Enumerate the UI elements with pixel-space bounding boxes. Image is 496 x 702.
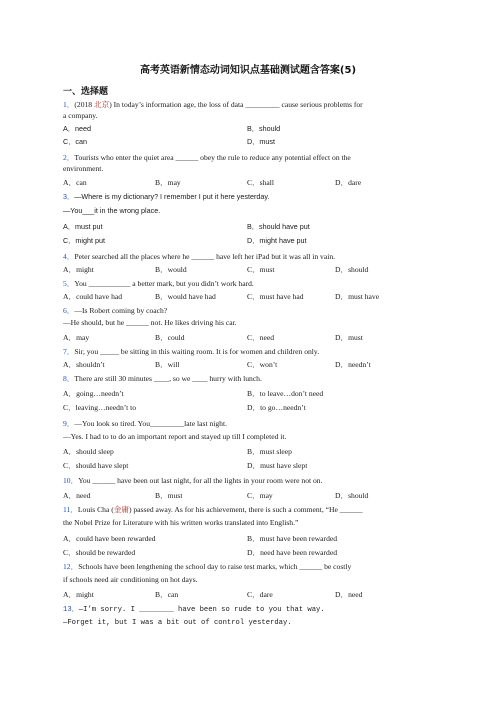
option-a[interactable]: A．must put (63, 222, 103, 231)
option-d[interactable]: D．to go…needn’t (247, 403, 306, 412)
option-d[interactable]: D．must have slept (247, 461, 308, 470)
option-a[interactable]: A．need (63, 491, 91, 500)
option-a[interactable]: A．might (63, 590, 94, 599)
option-d[interactable]: D．must (247, 137, 275, 146)
option-c[interactable]: C．must have had (247, 292, 304, 301)
option-d[interactable]: D．needn’t (335, 360, 371, 369)
option-a[interactable]: A．need (63, 124, 91, 133)
option-c[interactable]: C．won’t (247, 360, 278, 369)
option-c[interactable]: C．should be rewarded (63, 548, 136, 557)
question-8: 8．There are still 30 minutes ____, so we ____ hurry with lunch. (63, 374, 262, 383)
option-d[interactable]: D．should (335, 265, 369, 274)
question-continuation: a company. (63, 111, 98, 120)
option-b[interactable]: B．may (155, 178, 181, 187)
question-9: 9．—You look so tired. You_________late last night. (63, 419, 227, 428)
option-b[interactable]: B．would (155, 265, 187, 274)
option-a[interactable]: A．may (63, 333, 90, 342)
option-b[interactable]: B．must (155, 491, 183, 500)
option-c[interactable]: C．shall (247, 178, 275, 187)
option-c[interactable]: C．must (247, 265, 275, 274)
question-continuation: if schools need air conditioning on hot days. (63, 575, 198, 584)
option-b[interactable]: B．will (155, 360, 180, 369)
question-dialog-line: —He should, but he ______ not. He likes driving his car. (63, 318, 237, 327)
option-a[interactable]: A．could have had (63, 292, 123, 301)
option-b[interactable]: B．could (155, 333, 185, 342)
option-d[interactable]: D．must have (335, 292, 380, 301)
page-title: 高考英语新情态动词知识点基础测试题含答案(5) (139, 65, 357, 76)
question-2: 2．Tourists who enter the quiet area ______ obey the rule to reduce any potential effect on the (63, 153, 351, 162)
question-12: 12．Schools have been lengthening the school day to raise test marks, which ______ be costly (63, 562, 352, 571)
option-c[interactable]: C．might put (63, 236, 105, 245)
option-c[interactable]: C．leaving…needn’t to (63, 403, 137, 412)
option-c[interactable]: C．should have slept (63, 461, 129, 470)
option-d[interactable]: D．need (335, 590, 363, 599)
question-6: 6．—Is Robert coming by coach? (63, 306, 168, 315)
question-5: 5．You ___________ a better mark, but you didn’t work hard. (63, 279, 254, 288)
option-a[interactable]: A．could have been rewarded (63, 534, 156, 543)
question-continuation: the Nobel Prize for Literature with his written works translated into English.” (63, 518, 299, 527)
option-a[interactable]: A．might (63, 265, 94, 274)
question-7: 7．Sir, you _____ be sitting in this waiting room. It is for women and children only. (63, 347, 320, 356)
question-3: 3．—Where is my dictionary? I remember I put it here yesterday. (63, 192, 270, 201)
option-d[interactable]: D．should (335, 491, 369, 500)
question-13: 13．—I’m sorry. I ________ have been so rude to you that way. (63, 606, 325, 614)
option-c[interactable]: C．can (63, 137, 87, 146)
option-c[interactable]: C．may (247, 491, 273, 500)
question-dialog-line: —You___it in the wrong place. (63, 206, 161, 215)
option-a[interactable]: A．shouldn’t (63, 360, 105, 369)
question-1: 1．(2018 北京) In today’s information age, the loss of data _________ cause serious problems for (63, 100, 363, 109)
question-4: 4．Peter searched all the places where he ______ have left her iPad but it was all in vain. (63, 252, 336, 261)
question-10: 10．You ______ have been out last night, for all the lights in your room were not on. (63, 476, 323, 485)
option-a[interactable]: A．should sleep (63, 447, 114, 456)
option-c[interactable]: C．need (247, 333, 274, 342)
section-heading: 一、选择题 (63, 87, 109, 97)
option-d[interactable]: D．might have put (247, 236, 307, 245)
question-continuation: environment. (63, 164, 104, 173)
question-number: 1． (63, 100, 75, 109)
option-d[interactable]: D．need have been rewarded (247, 548, 338, 557)
option-b[interactable]: B．must sleep (247, 447, 292, 456)
option-a[interactable]: A．going…needn’t (63, 389, 124, 398)
option-b[interactable]: B．must have been rewarded (247, 534, 338, 543)
option-b[interactable]: B．can (155, 590, 179, 599)
option-b[interactable]: B．to leave…don’t need (247, 389, 324, 398)
option-a[interactable]: A．can (63, 178, 87, 187)
question-dialog-line: —Forget it, but I was a bit out of control yesterday. (63, 619, 292, 627)
option-b[interactable]: B．would have had (155, 292, 216, 301)
source-note: 金庸 (113, 505, 129, 514)
question-dialog-line: —Yes. I had to to do an important report and stayed up till I completed it. (63, 432, 287, 441)
source-note: 北京 (94, 100, 110, 109)
question-11: 11．Louis Cha (金庸) passed away. As for his achievement, there is such a comment, “He ______ (63, 505, 363, 514)
option-d[interactable]: D．must (335, 333, 363, 342)
option-d[interactable]: D．dare (335, 178, 362, 187)
option-c[interactable]: C．dare (247, 590, 273, 599)
option-b[interactable]: B．should (247, 124, 281, 133)
option-b[interactable]: B．should have put (247, 222, 310, 231)
